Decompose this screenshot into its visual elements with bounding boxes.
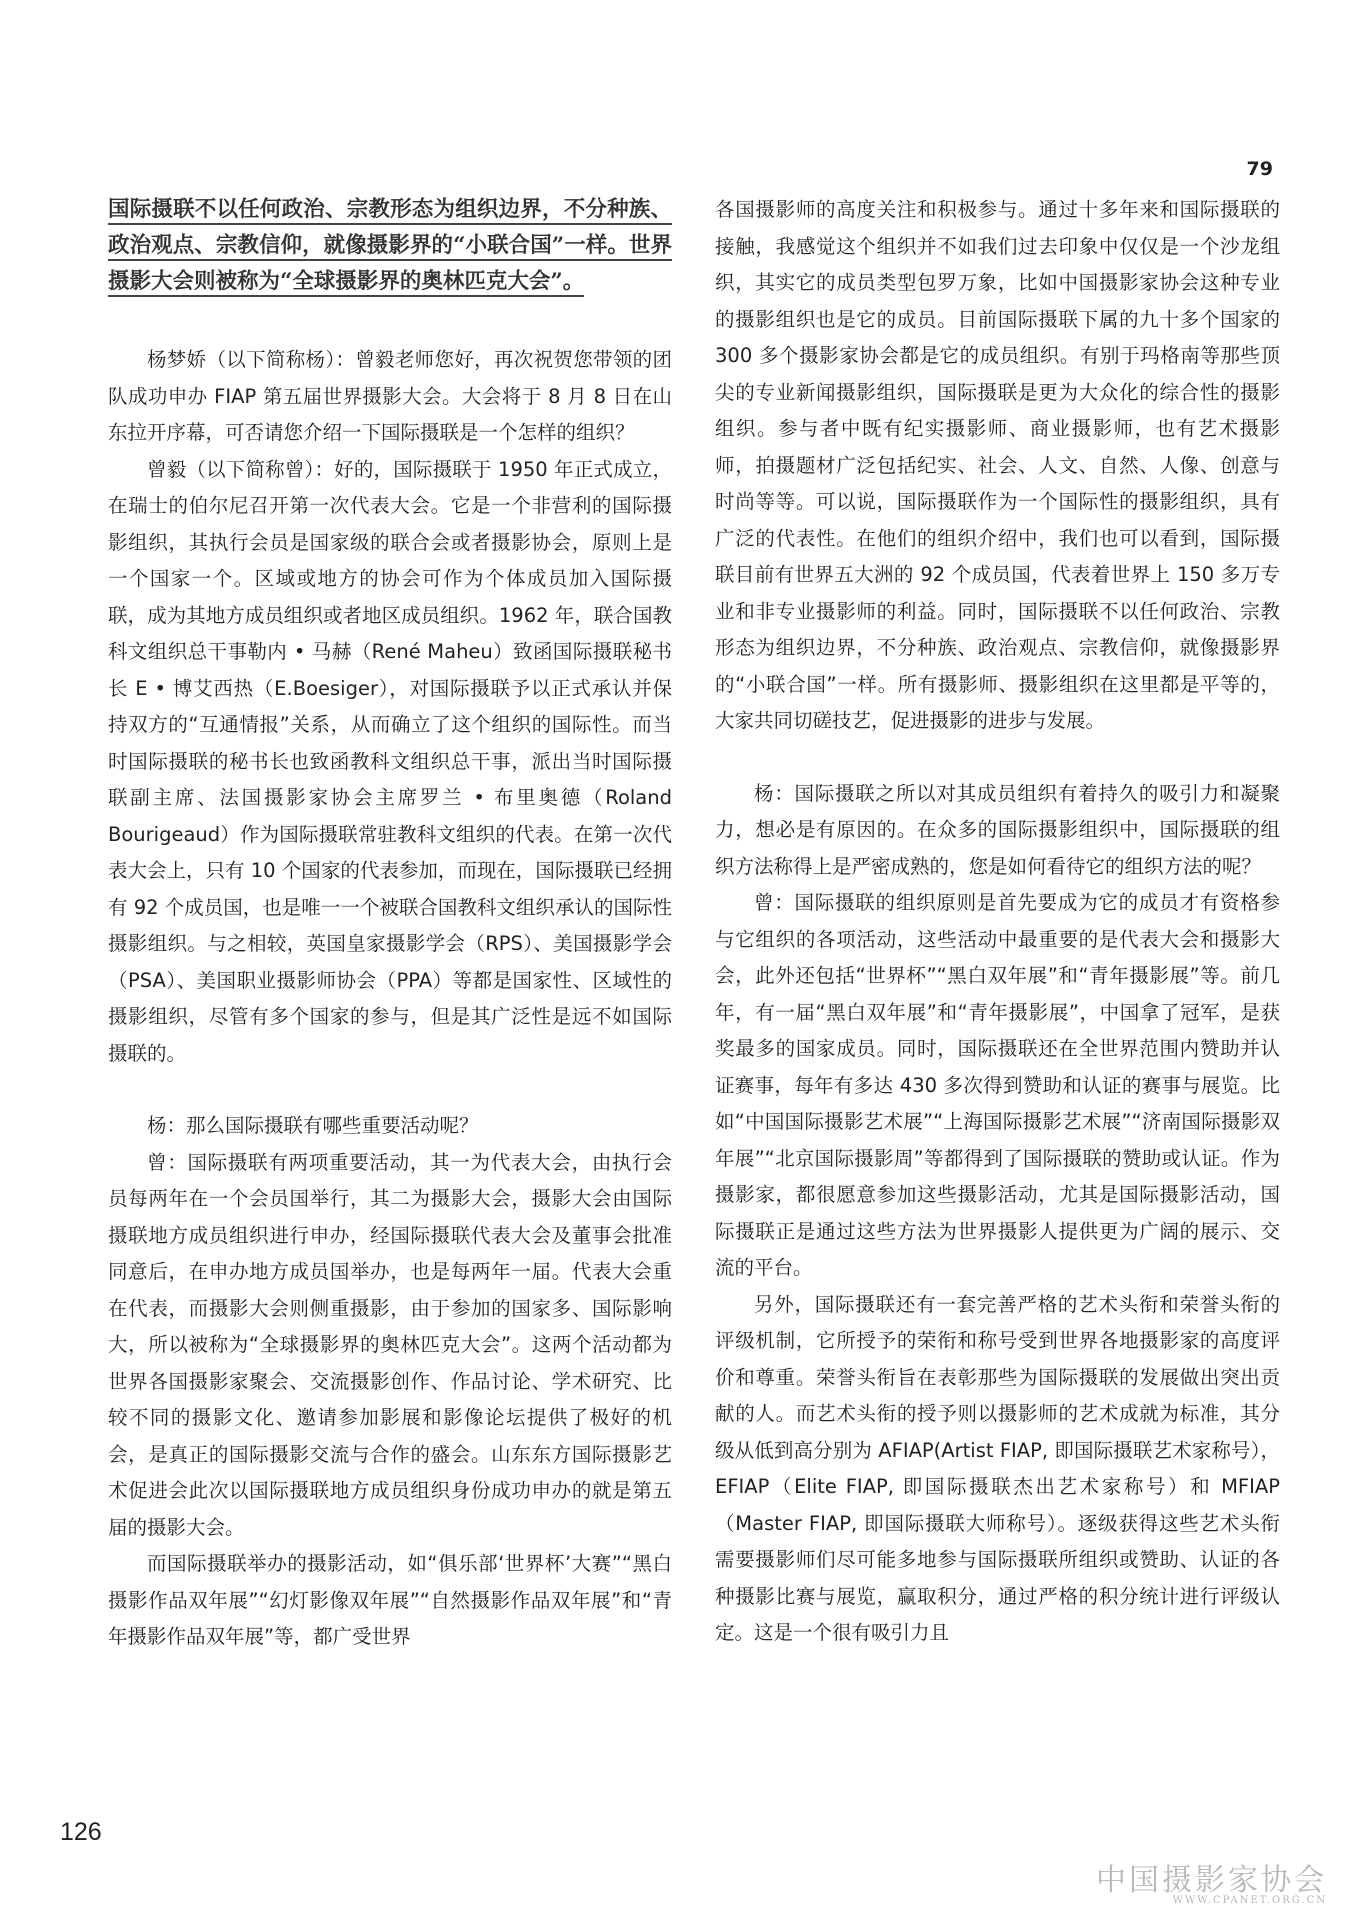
watermark-url: WWW.CPANET.ORG.CN	[1172, 1895, 1327, 1906]
pull-quote	[108, 192, 672, 300]
paragraph-question-3: 杨：国际摄联之所以对其成员组织有着持久的吸引力和凝聚力，想必是有原因的。在众多的国际摄影组织中，国际摄联的组织方法称得上是严密成熟的，您是如何看待它的组织方法的呢？	[715, 781, 1280, 878]
watermark-logo	[1096, 1855, 1327, 1906]
page-number-top: 79	[1246, 158, 1273, 180]
paragraph-titles: 另外，国际摄联还有一套完善严格的艺术头衔和荣誉头衔的评级机制，它所授予的荣衔和称号受到世界各地摄影家的高度评价和尊重。荣誉头衔旨在表彰那些为国际摄联的发展做出突出贡献的人。而艺术头衔的授予则以摄影师的艺术成就为标准，其分级从低到高分别为 AFIAP(Artist FIAP, 即国际摄联艺术家称号），EFIAP（Elite FIAP, 即国际摄联杰出艺术家称号）和 MFIAP（Master FIAP, 即国际摄联大师称号）。逐级获得这些艺术头衔需要摄影师们尽可能多地参与国际摄联所组织或赞助、认证的各种摄影比赛与展览，赢取积分，通过严格的积分统计进行评级认定。这是一个很有吸引力且	[715, 1292, 1280, 1644]
paragraph-activities: 而国际摄联举办的摄影活动，如“俱乐部‘世界杯’大赛”“黑白摄影作品双年展”“幻灯影像双年展”“自然摄影作品双年展”和“青年摄影作品双年展”等，都广受世界	[108, 1552, 672, 1648]
watermark-logo-text: 中国摄影家协会	[1096, 1863, 1327, 1898]
paragraph-question-1: 杨梦娇（以下简称杨）：曾毅老师您好，再次祝贺您带领的团队成功申办 FIAP 第五届世界摄影大会。大会将于 8 月 8 日在山东拉开序幕，可否请您介绍一下国际摄联是一个怎样的组织？	[108, 348, 672, 444]
paragraph-answer-2: 曾：国际摄联有两项重要活动，其一为代表大会，由执行会员每两年在一个会员国举行，其二为摄影大会，摄影大会由国际摄联地方成员组织进行申办，经国际摄联代表大会及董事会批准同意后，在申办地方成员国举办，也是每两年一届。代表大会重在代表，而摄影大会则侧重摄影，由于参加的国家多、国际影响大，所以被称为“全球摄影界的奥林匹克大会”。这两个活动都为世界各国摄影家聚会、交流摄影创作、作品讨论、学术研究、比较不同的摄影文化、邀请参加影展和影像论坛提供了极好的机会，是真正的国际摄影交流与合作的盛会。山东东方国际摄影艺术促进会此次以国际摄联地方成员组织身份成功申办的就是第五届的摄影大会。	[108, 1150, 672, 1539]
paragraph-answer-3: 曾：国际摄联的组织原则是首先要成为它的成员才有资格参与它组织的各项活动，这些活动中最重要的是代表大会和摄影大会，此外还包括“世界杯”“黑白双年展”和“青年摄影展”等。前几年，有一届“黑白双年展”和“青年摄影展”，中国拿了冠军，是获奖最多的国家成员。同时，国际摄联还在全世界范围内赞助并认证赛事，每年有多达 430 多次得到赞助和认证的赛事与展览。比如“中国国际摄影艺术展”“上海国际摄影艺术展”“济南国际摄影双年展”“北京国际摄影周”等都得到了国际摄联的赞助或认证。作为摄影家，都很愿意参加这些摄影活动，尤其是国际摄影活动，国际摄联正是通过这些方法为世界摄影人提供更为广阔的展示、交流的平台。	[715, 891, 1280, 1279]
page-number-bottom: 126	[60, 1818, 102, 1846]
left-column	[108, 192, 672, 1656]
pull-quote-text: 国际摄联不以任何政治、宗教形态为组织边界，不分种族、政治观点、宗教信仰，就像摄影界的“小联合国”一样。世界摄影大会则被称为“全球摄影界的奥林匹克大会”。	[108, 197, 672, 297]
paragraph-question-2: 杨：那么国际摄联有哪些重要活动呢？	[147, 1114, 479, 1137]
right-column	[715, 192, 1280, 1652]
paragraph-answer-1: 曾毅（以下简称曾）：好的，国际摄联于 1950 年正式成立，在瑞士的伯尔尼召开第一次代表大会。它是一个非营利的国际摄影组织，其执行会员是国家级的联合会或者摄影协会，原则上是一个国家一个。区域或地方的协会可作为个体成员加入国际摄联，成为其地方成员组织或者地区成员组织。1962 年，联合国教科文组织总干事勒内 • 马赫（René Maheu）致函国际摄联秘书长 E • 博艾西热（E.Boesiger），对国际摄联予以正式承认并保持双方的“互通情报”关系，从而确立了这个组织的国际性。而当时国际摄联的秘书长也致函教科文组织总干事，派出当时国际摄联副主席、法国摄影家协会主席罗兰 • 布里奥德（Roland Bourigeaud）作为国际摄联常驻教科文组织的代表。在第一次代表大会上，只有 10 个国家的代表参加，而现在，国际摄联已经拥有 92 个成员国，也是唯一一个被联合国教科文组织承认的国际性摄影组织。与之相较，英国皇家摄影学会（RPS）、美国摄影学会（PSA）、美国职业摄影师协会（PPA）等都是国家性、区域性的摄影组织，尽管有多个国家的参与，但是其广泛性是远不如国际摄联的。	[108, 457, 672, 1065]
paragraph-continued: 各国摄影师的高度关注和积极参与。通过十多年来和国际摄联的接触，我感觉这个组织并不如我们过去印象中仅仅是一个沙龙组织，其实它的成员类型包罗万象，比如中国摄影家协会这种专业的摄影组织也是它的成员。目前国际摄联下属的九十多个国家的 300 多个摄影家协会都是它的成员组织。有别于玛格南等那些顶尖的专业新闻摄影组织，国际摄联是更为大众化的综合性的摄影组织。参与者中既有纪实摄影师、商业摄影师，也有艺术摄影师，拍摄题材广泛包括纪实、社会、人文、自然、人像、创意与时尚等等。可以说，国际摄联作为一个国际性的摄影组织，具有广泛的代表性。在他们的组织介绍中，我们也可以看到，国际摄联目前有世界五大洲的 92 个成员国，代表着世界上 150 多万专业和非专业摄影师的利益。同时，国际摄联不以任何政治、宗教形态为组织边界，不分种族、政治观点、宗教信仰，就像摄影界的“小联合国”一样。所有摄影师、摄影组织在这里都是平等的，大家共同切磋技艺，促进摄影的进步与发展。	[715, 198, 1280, 732]
